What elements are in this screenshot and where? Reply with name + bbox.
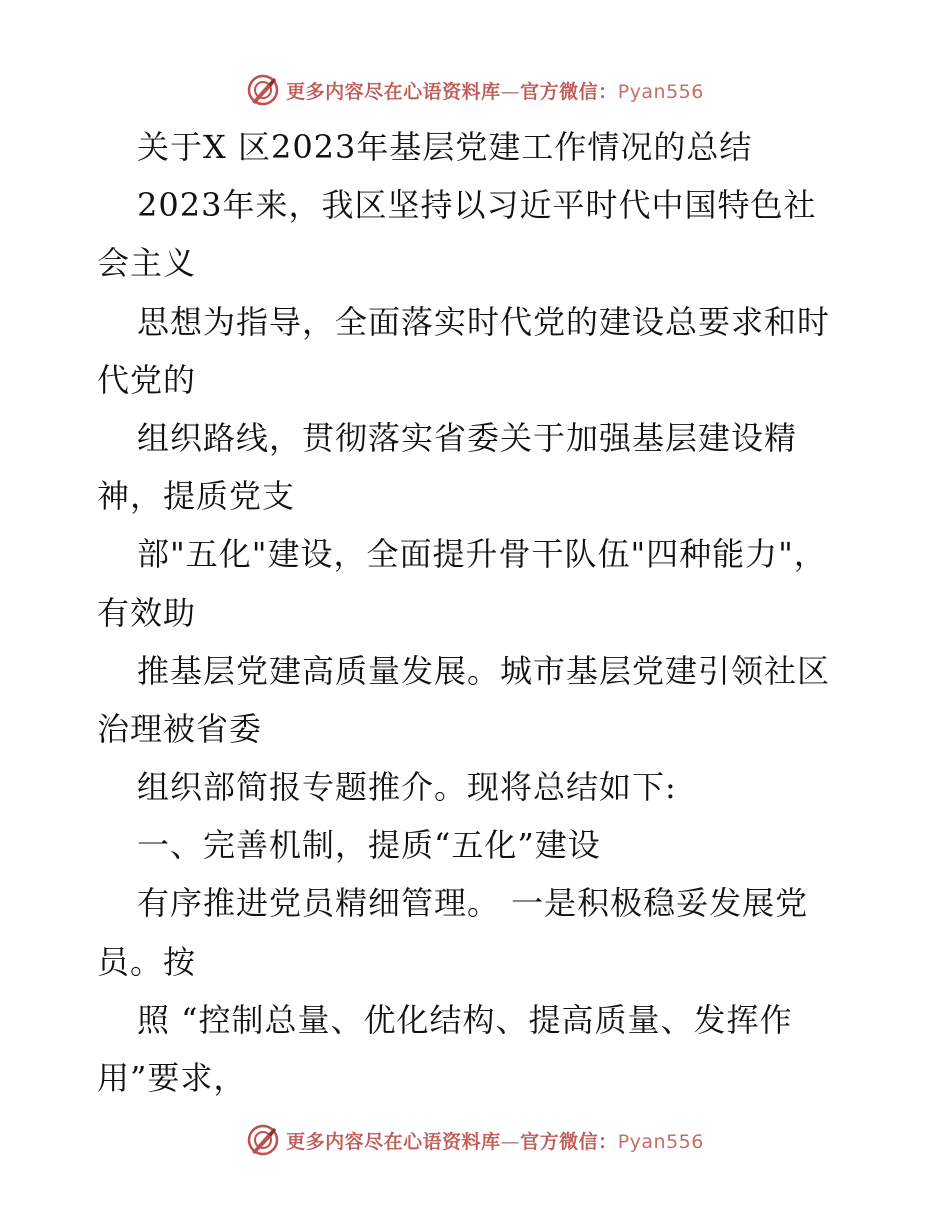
- text-line: 思想为指导，全面落实时代党的建设总要求和时: [137, 302, 831, 341]
- text-line: 有序推进党员精细管理。 一是积极稳妥发展党: [137, 884, 809, 923]
- text-line: 治理被省委: [97, 709, 263, 748]
- text-line: 组织路线，贯彻落实省委关于加强基层建设精: [137, 418, 798, 457]
- text-line: 有效助: [97, 593, 197, 632]
- watermark-text: 更多内容尽在心语资料库—官方微信：Pyan556: [286, 80, 704, 103]
- document-title: 关于X 区2023年基层党建工作情况的总结: [137, 128, 753, 166]
- header-watermark: [0, 70, 950, 110]
- text-line: 推基层党建高质量发展。城市基层党建引领社区: [137, 651, 831, 690]
- text-line: 照 “控制总量、优化结构、提高质量、发挥作: [137, 1000, 793, 1039]
- pen-logo-icon: [246, 1123, 280, 1157]
- footer-watermark: [0, 1120, 950, 1160]
- text-line: 部"五化"建设，全面提升骨干队伍"四种能力"，: [137, 535, 827, 574]
- section-heading: 一、完善机制，提质“五化”建设: [137, 826, 601, 865]
- text-line: 神，提质党支: [97, 477, 296, 516]
- watermark-text: 更多内容尽在心语资料库—官方微信：Pyan556: [286, 1130, 704, 1153]
- text-line: 代党的: [97, 360, 197, 399]
- pen-logo-icon: [246, 73, 280, 107]
- document-body: [97, 118, 867, 1107]
- text-line: 员。按: [97, 942, 197, 981]
- text-line: 组织部简报专题推介。现将总结如下:: [137, 768, 677, 807]
- text-line: 会主义: [97, 244, 197, 283]
- text-line: 2023年来，我区坚持以习近平时代中国特色社: [137, 186, 817, 225]
- text-line: 用”要求，: [97, 1059, 247, 1097]
